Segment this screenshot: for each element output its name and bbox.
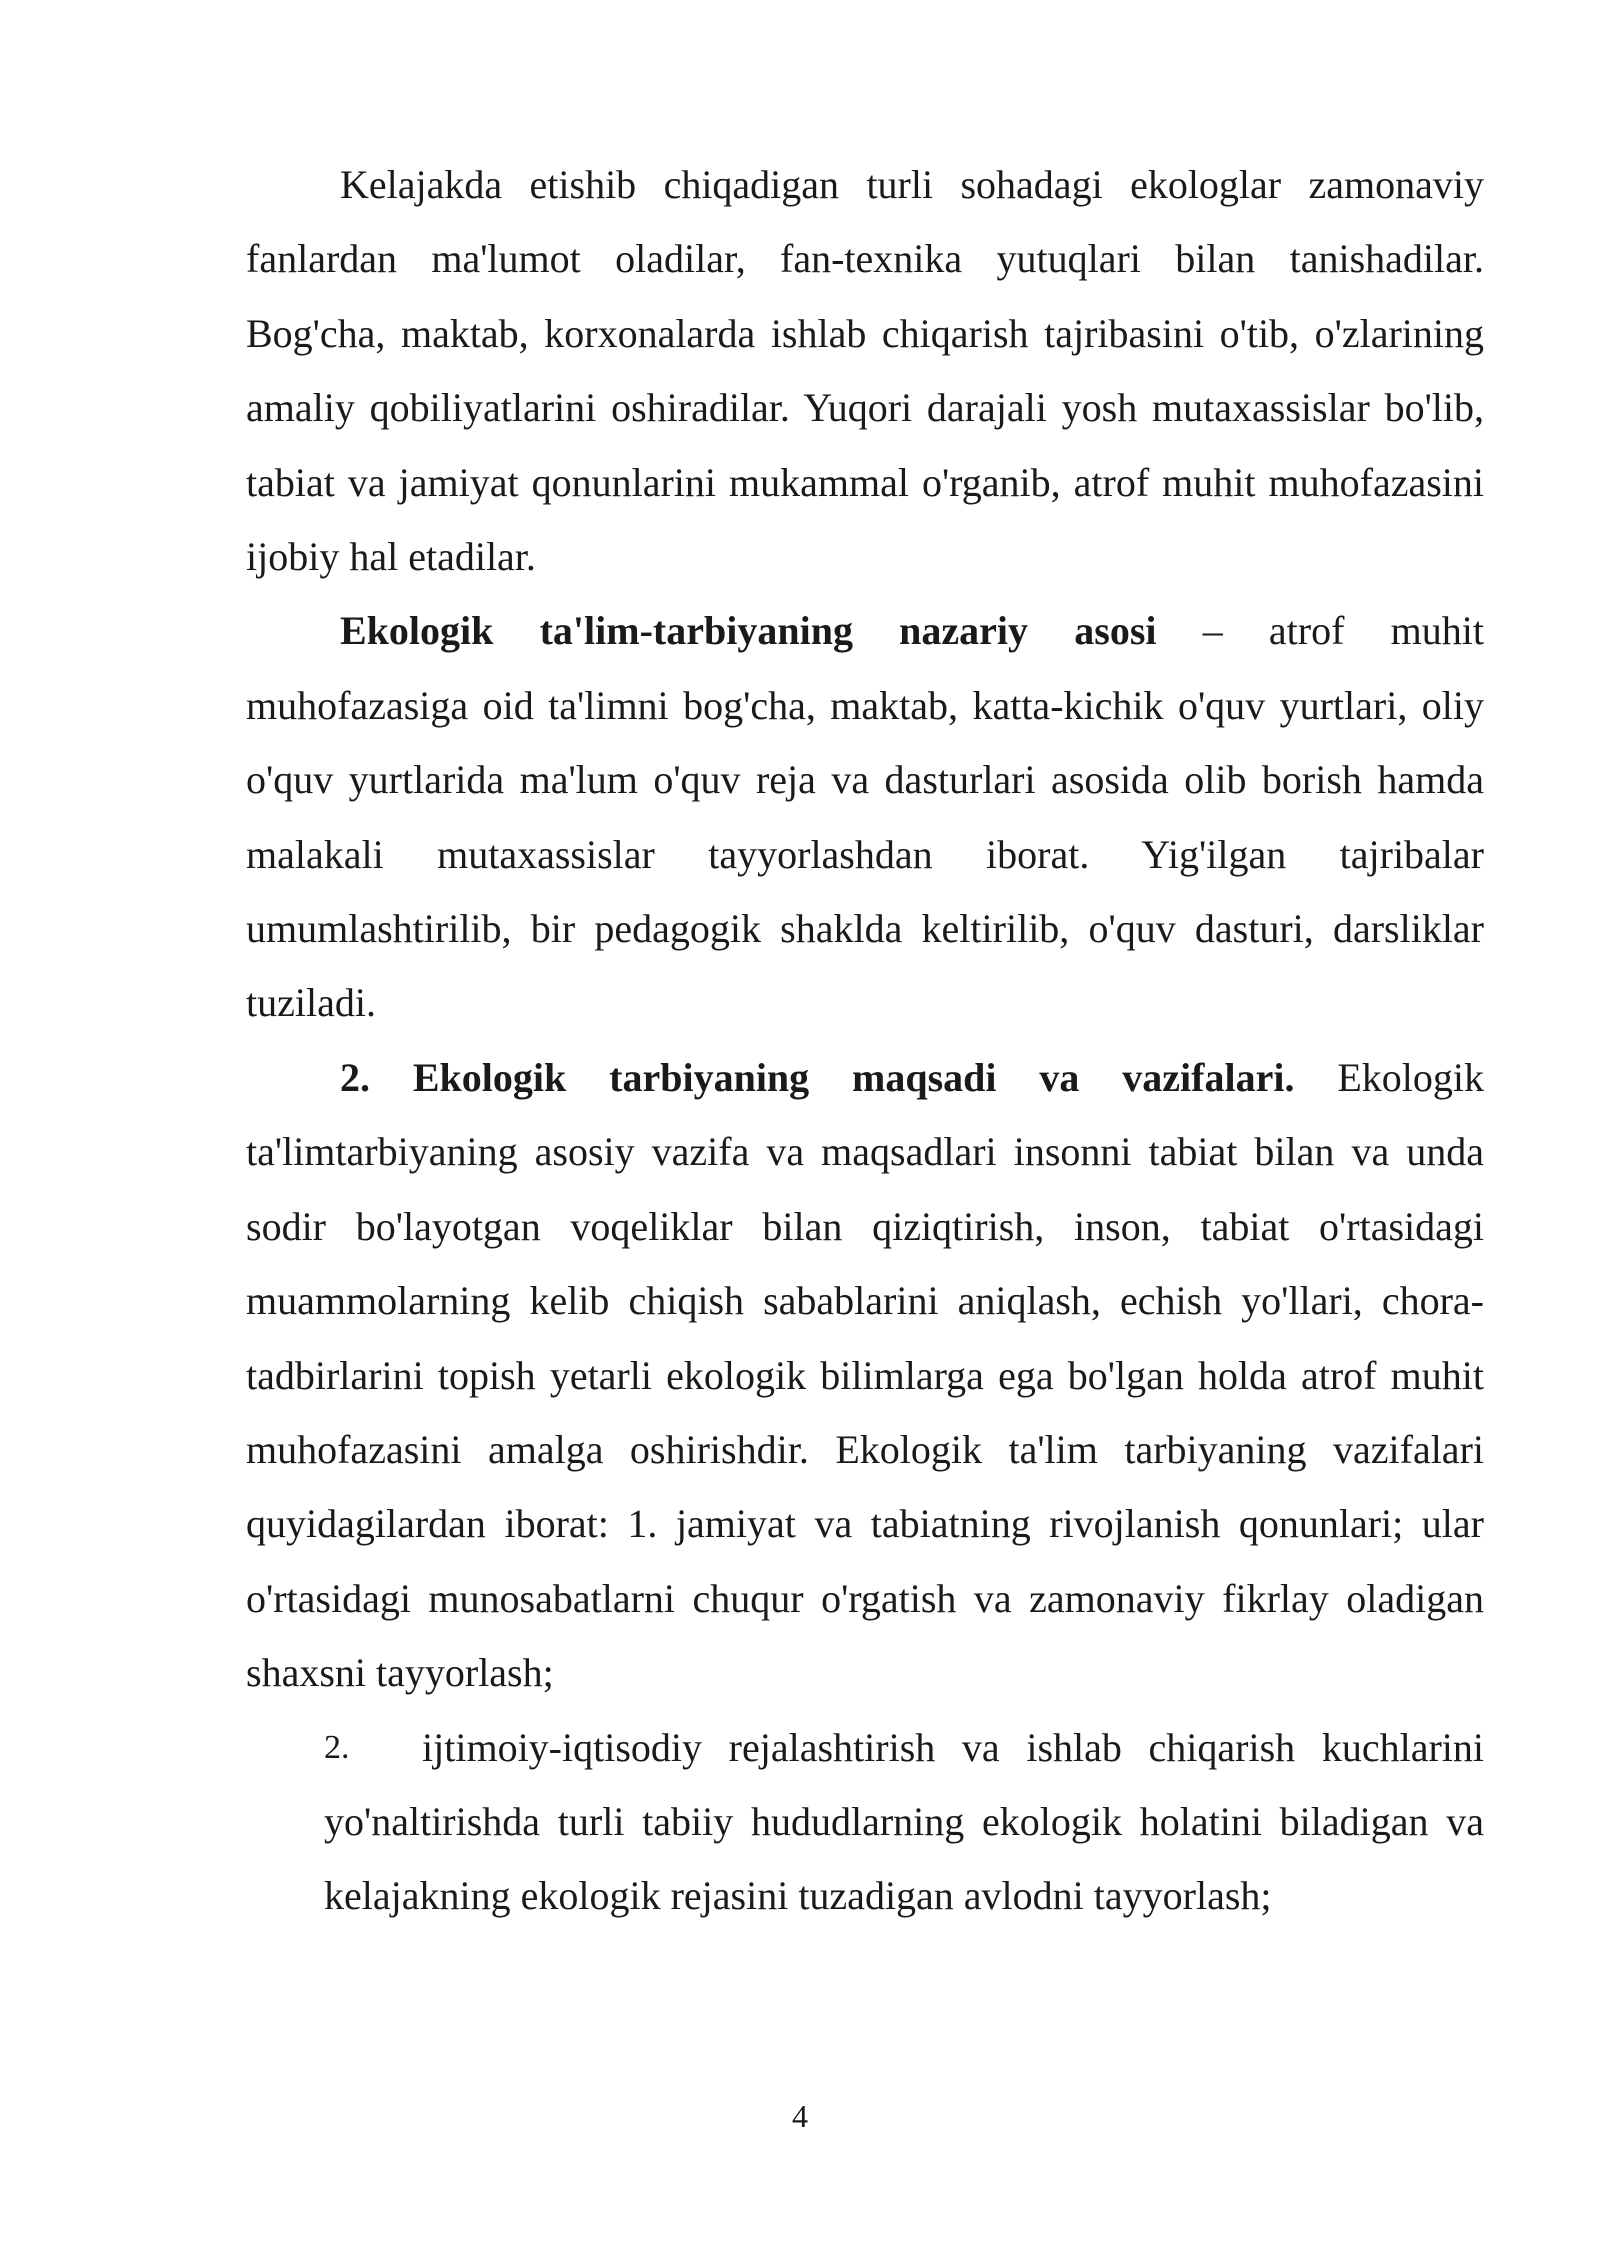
list-item-number: 2. [324, 1728, 350, 1766]
list-item-text: ijtimoiy-iqtisodiy rejalashtirish va ishlab chiqarish kuchlarini yo'naltirishda turli tabiiy hududlarning ekologik holatini biladigan va kelajakning ekologik rejasini tuzadigan avlodni tayyorlash; [324, 1724, 1484, 1919]
page-number: 4 [792, 2098, 808, 2134]
paragraph-2-body: – atrof muhit muhofazasiga oid ta'limni bog'cha, maktab, katta-kichik o'quv yurtlari, oliy o'quv yurtlarida ma'lum o'quv reja va dasturlari asosida olib borish hamda malakali mutaxassislar tayyorlashdan iborat. Yig'ilgan tajribalar umumlashtirilib, bir pedagogik shakldа keltirilib, o'quv dasturi, darsliklar tuziladi. [246, 608, 1484, 1026]
paragraph-3-body: Ekologik ta'limtarbiyaning asosiy vazifa va maqsadlari insonni tabiat bilan va unda sodir bo'layotgan voqeliklar bilan qiziqtirish, inson, tabiat o'rtasidagi muammolarning kelib chiqish sabablarini aniqlash, echish yo'llari, chora-tadbirlarini topish yetarli ekologik bilimlarga ega bo'lgan holda atrof muhit muhofazasini amalga oshirishdir. Ekologik ta'lim tarbiyaning vazifalari quyidagilardan iborat: 1. jamiyat va tabiatning rivojlanish qonunlari; ular o'rtasidagi munosabatlarni chuqur o'rgatish va zamonaviy fikrlay oladigan shaxsni tayyorlash; [246, 1054, 1484, 1696]
paragraph-1: Kelajakda etishib chiqadigan turli sohadagi ekologlar zamonaviy fanlardan ma'lumot oladilar, fan-texnika yutuqlari bilan tanishadilar. Bog'cha, maktab, korxonalarda ishlab chiqarish tajribasini o'tib, o'zlarining amaliy qobiliyatlarini oshiradilar. Yuqori darajali yosh mutaxassislar bo'lib, tabiat va jamiyat qonunlarini mukammal o'rganib, atrof muhit muhofazasini ijobiy hal etadilar. [246, 162, 1484, 580]
paragraph-2-heading: Ekologik ta'lim-tarbiyaning nazariy asosi [340, 608, 1157, 654]
list-item-2 [324, 1711, 1484, 1934]
document-page [246, 148, 1484, 1934]
paragraph-2 [246, 594, 1484, 1040]
paragraph-3 [246, 1041, 1484, 1711]
section-heading: 2. Ekologik tarbiyaning maqsadi va vazifalari. [340, 1054, 1295, 1100]
